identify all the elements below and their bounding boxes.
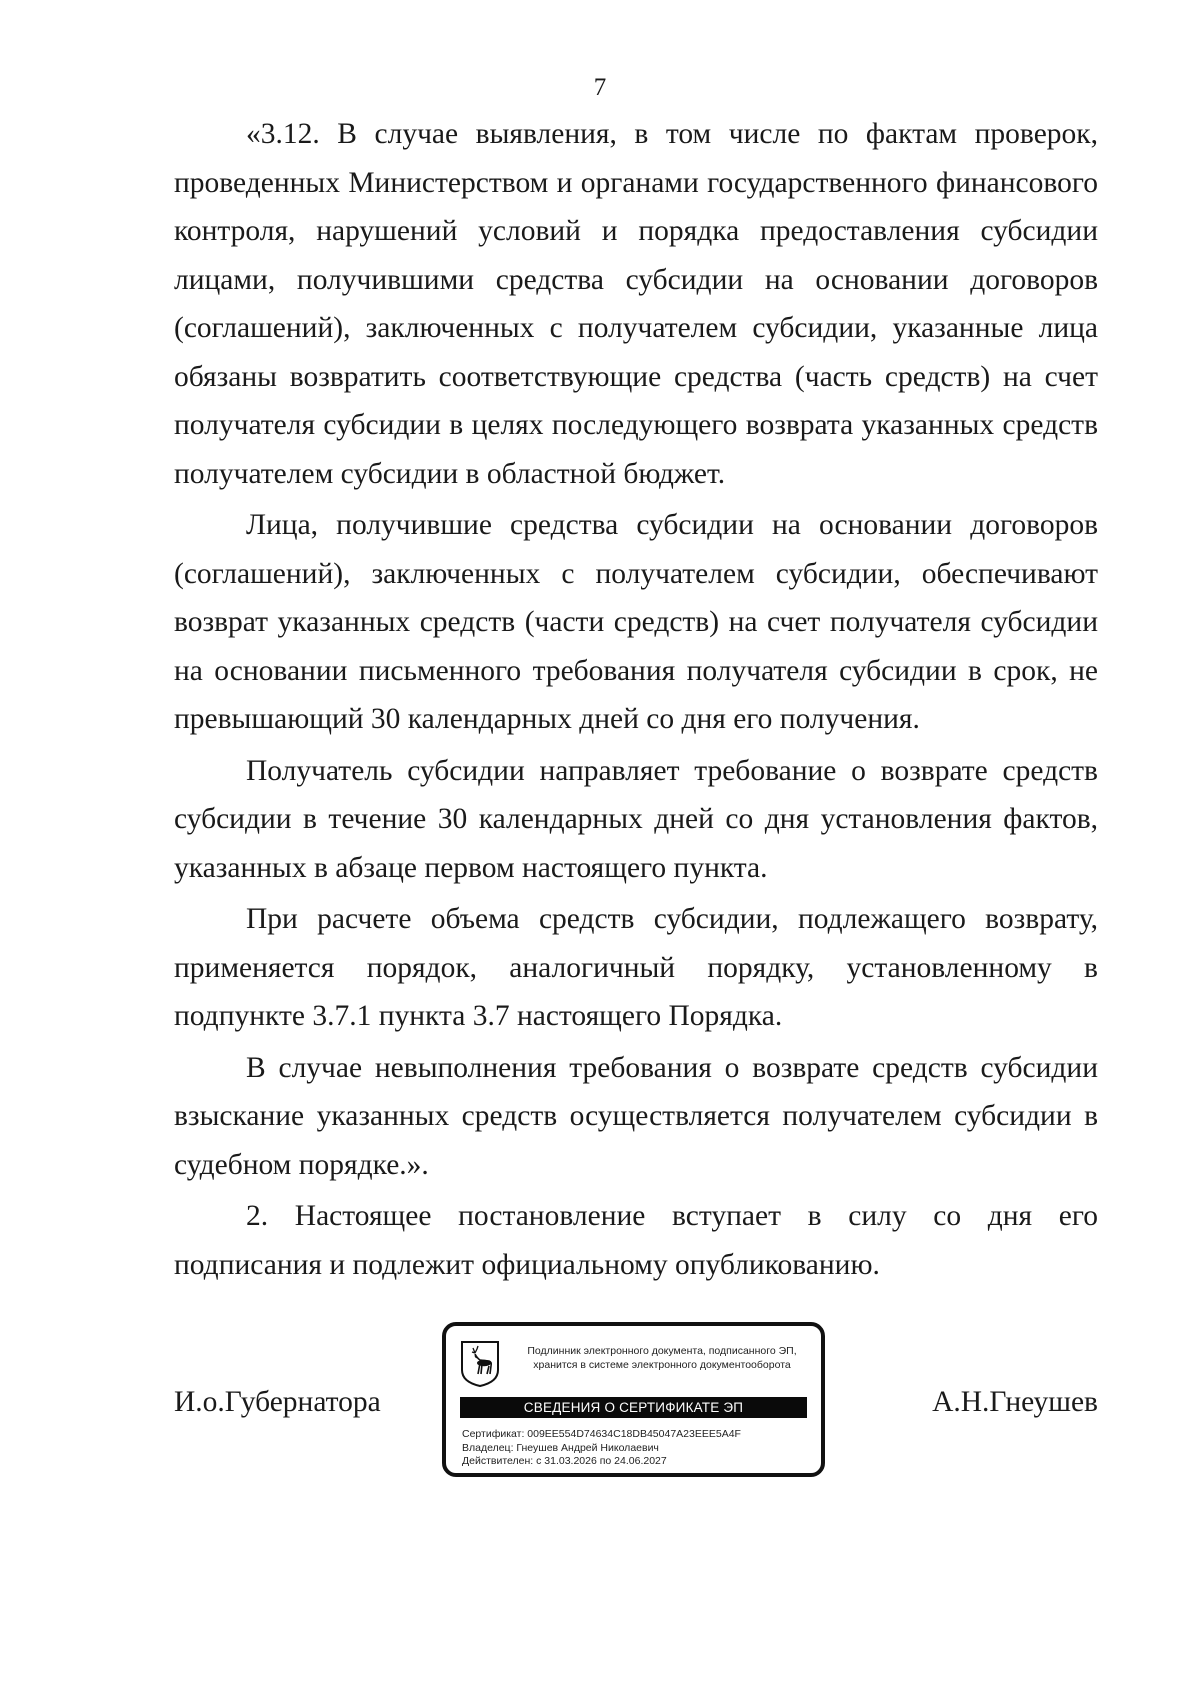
paragraph-return-by-persons: Лица, получившие средства субсидии на основании договоров (соглашений), заключенных с получателем субсидии, обеспечивают возврат указанных средств (части средств) на счет получателя субсидии на основании письменного требования получателя субсидии в срок, не превышающий 30 календарных дней со дня его получения.: [174, 509, 1098, 735]
stamp-certificate-number: Сертификат: 009EE554D74634C18DB45047A23EEE5A4F: [462, 1428, 741, 1440]
stamp-header-line-2: хранится в системе электронного документооборота: [533, 1359, 791, 1371]
stamp-certificate-details: [462, 1428, 741, 1469]
page-number: 7: [593, 74, 607, 101]
paragraph-calculation: При расчете объема средств субсидии, подлежащего возврату, применяется порядок, аналогичный порядку, установленному в подпункте 3.7.1 пункта 3.7 настоящего Порядка.: [174, 903, 1098, 1032]
stamp-validity: Действителен: с 31.03.2026 по 24.06.2027: [462, 1455, 667, 1467]
stamp-title-bar: СВЕДЕНИЯ О СЕРТИФИКАТЕ ЭП: [460, 1397, 807, 1418]
paragraph-effective-date: 2. Настоящее постановление вступает в силу со дня его подписания и подлежит официальному опубликованию.: [174, 1200, 1098, 1281]
paragraph-3-12: «3.12. В случае выявления, в том числе по фактам проверок, проведенных Министерством и органами государственного финансового контроля, нарушений условий и порядка предоставления субсидии лицами, получившими средства субсидии на основании договоров (соглашений), заключенных с получателем субсидии, указанные лица обязаны возвратить соответствующие средства (часть средств) на счет получателя субсидии в целях последующего возврата указанных средств получателем субсидии в областной бюджет.: [174, 118, 1098, 490]
electronic-signature-stamp: [442, 1322, 825, 1477]
stamp-header: [512, 1344, 812, 1372]
signatory-position: И.о.Губернатора: [174, 1386, 381, 1418]
paragraph-court-recovery: В случае невыполнения требования о возврате средств субсидии взыскание указанных средств осуществляется получателем субсидии в судебном порядке.».: [174, 1051, 1098, 1181]
paragraph-return-request: Получатель субсидии направляет требование о возврате средств субсидии в течение 30 календарных дней со дня установления фактов, указанных в абзаце первом настоящего пункта.: [174, 754, 1098, 884]
signatory-name: А.Н.Гнеушев: [932, 1386, 1098, 1418]
document-body: [174, 110, 1098, 1289]
deer-coat-of-arms-icon: [460, 1340, 500, 1388]
stamp-owner: Владелец: Гнеушев Андрей Николаевич: [462, 1441, 659, 1454]
stamp-header-line-1: Подлинник электронного документа, подписанного ЭП,: [527, 1345, 797, 1357]
